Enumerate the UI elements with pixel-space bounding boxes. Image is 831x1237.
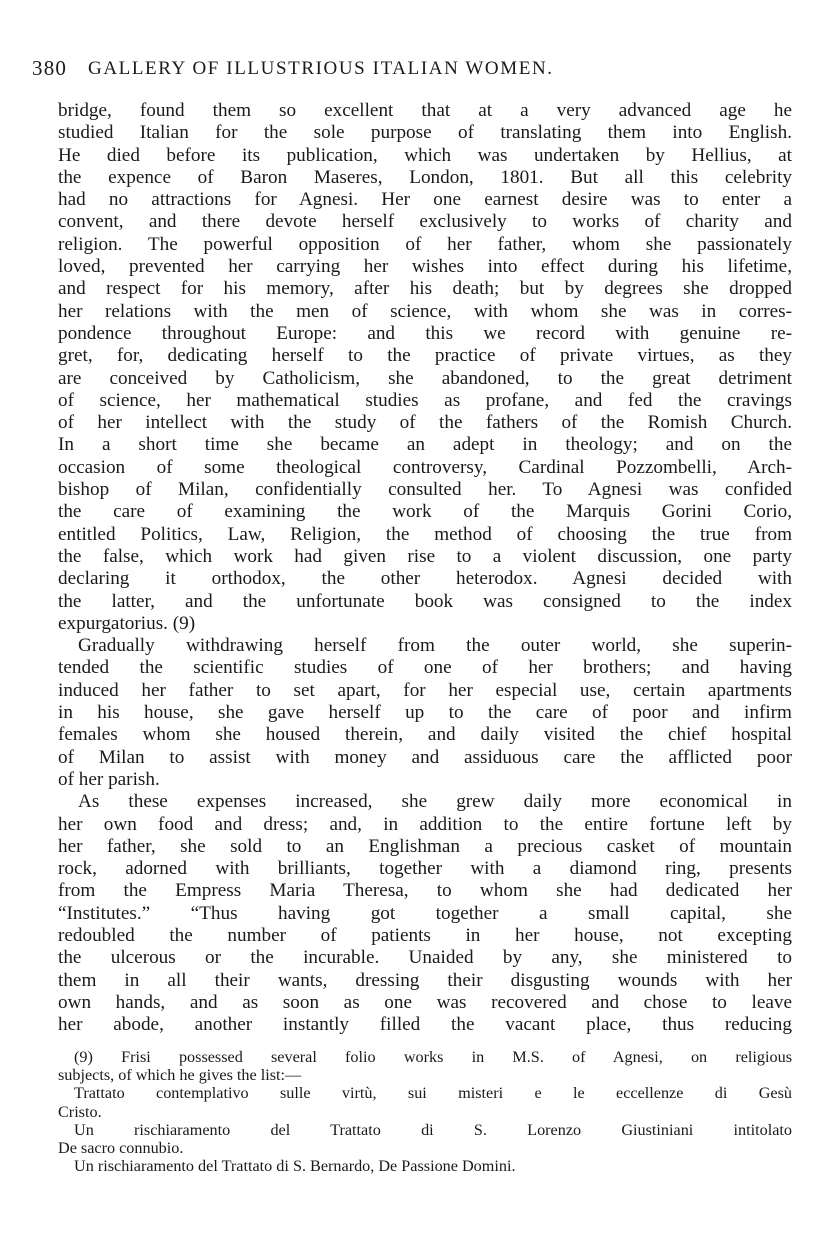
paragraph-start: As these expenses increased, she grew daily more economical in	[78, 791, 792, 813]
text-line: own hands, and as soon as one was recovered and chose to leave	[58, 991, 792, 1013]
text-line: females whom she housed therein, and daily visited the chief hospital	[58, 724, 792, 746]
text-line: In a short time she became an adept in theology; and on the	[58, 434, 792, 456]
text-line: He died before its publication, which was undertaken by Hellius, at	[58, 144, 792, 166]
text-line: loved, prevented her carrying her wishes into effect during his lifetime,	[58, 256, 792, 278]
footnote-line: subjects, of which he gives the list:—	[58, 1066, 302, 1085]
text-line: bishop of Milan, confidentially consulted her. To Agnesi was confided	[58, 479, 792, 501]
text-line: her abode, another instantly filled the vacant place, thus reducing	[58, 1014, 792, 1036]
text-line: the false, which work had given rise to a violent discussion, one party	[58, 545, 792, 567]
page-number: 380	[32, 56, 68, 80]
running-title: GALLERY OF ILLUSTRIOUS ITALIAN WOMEN.	[88, 58, 554, 79]
text-line: redoubled the number of patients in her house, not excepting	[58, 924, 792, 946]
footnotes	[58, 1048, 792, 1175]
text-line: pondence throughout Europe: and this we record with genuine re-	[58, 322, 792, 344]
text-line: the care of examining the work of the Marquis Gorini Corio,	[58, 501, 792, 523]
footnote-line: Un rischiaramento del Trattato di S. Bernardo, De Passione Domini.	[74, 1157, 516, 1176]
text-line: and respect for his memory, after his death; but by degrees she dropped	[58, 278, 792, 300]
page-header	[32, 56, 792, 86]
text-line: convent, and there devote herself exclusively to works of charity and	[58, 211, 792, 233]
text-line: are conceived by Catholicism, she abandoned, to the great detriment	[58, 367, 792, 389]
text-line: bridge, found them so excellent that at a very advanced age he	[58, 100, 792, 121]
paragraph-start: Gradually withdrawing herself from the outer world, she superin-	[78, 635, 792, 657]
text-line: from the Empress Maria Theresa, to whom she had dedicated her	[58, 880, 792, 902]
text-line: her relations with the men of science, with whom she was in corres-	[58, 300, 792, 322]
text-line: of science, her mathematical studies as profane, and fed the cravings	[58, 389, 792, 411]
footnote-line: Cristo.	[58, 1102, 102, 1121]
text-line: rock, adorned with brilliants, together with a diamond ring, presents	[58, 858, 792, 880]
text-line: studied Italian for the sole purpose of translating them into English.	[58, 122, 792, 144]
text-line: of Milan to assist with money and assiduous care the afflicted poor	[58, 746, 792, 768]
text-line: in his house, she gave herself up to the care of poor and infirm	[58, 702, 792, 724]
body-text	[58, 100, 792, 1036]
text-line: the ulcerous or the incurable. Unaided by any, she ministered to	[58, 947, 792, 969]
text-line: the expence of Baron Maseres, London, 1801. But all this celebrity	[58, 166, 792, 188]
text-line: them in all their wants, dressing their disgusting wounds with her	[58, 969, 792, 991]
text-line: entitled Politics, Law, Religion, the method of choosing the true from	[58, 523, 792, 545]
text-line: the latter, and the unfortunate book was consigned to the index	[58, 590, 792, 612]
text-line: her father, she sold to an Englishman a precious casket of mountain	[58, 835, 792, 857]
text-line: of her parish.	[58, 768, 160, 790]
text-line: tended the scientific studies of one of her brothers; and having	[58, 657, 792, 679]
text-line: “Institutes.” “Thus having got together a small capital, she	[58, 902, 792, 924]
text-line: gret, for, dedicating herself to the practice of private virtues, as they	[58, 345, 792, 367]
text-line: declaring it orthodox, the other heterodox. Agnesi decided with	[58, 568, 792, 590]
text-line: of her intellect with the study of the fathers of the Romish Church.	[58, 412, 792, 434]
text-line: religion. The powerful opposition of her father, whom she passionately	[58, 233, 792, 255]
text-line: had no attractions for Agnesi. Her one earnest desire was to enter a	[58, 189, 792, 211]
text-line: her own food and dress; and, in addition to the entire fortune left by	[58, 813, 792, 835]
footnote-line: De sacro connubio.	[58, 1138, 184, 1157]
text-line: occasion of some theological controversy, Cardinal Pozzombelli, Arch-	[58, 456, 792, 478]
text-line: expurgatorius. (9)	[58, 612, 196, 634]
footnote-line: (9) Frisi possessed several folio works in M.S. of Agnesi, on religious	[74, 1048, 792, 1066]
text-line: induced her father to set apart, for her especial use, certain apartments	[58, 679, 792, 701]
footnote-line: Trattato contemplativo sulle virtù, sui misteri e le eccellenze di Gesù	[74, 1084, 792, 1103]
footnote-line: Un rischiaramento del Trattato di S. Lorenzo Giustiniani intitolato	[74, 1120, 792, 1139]
